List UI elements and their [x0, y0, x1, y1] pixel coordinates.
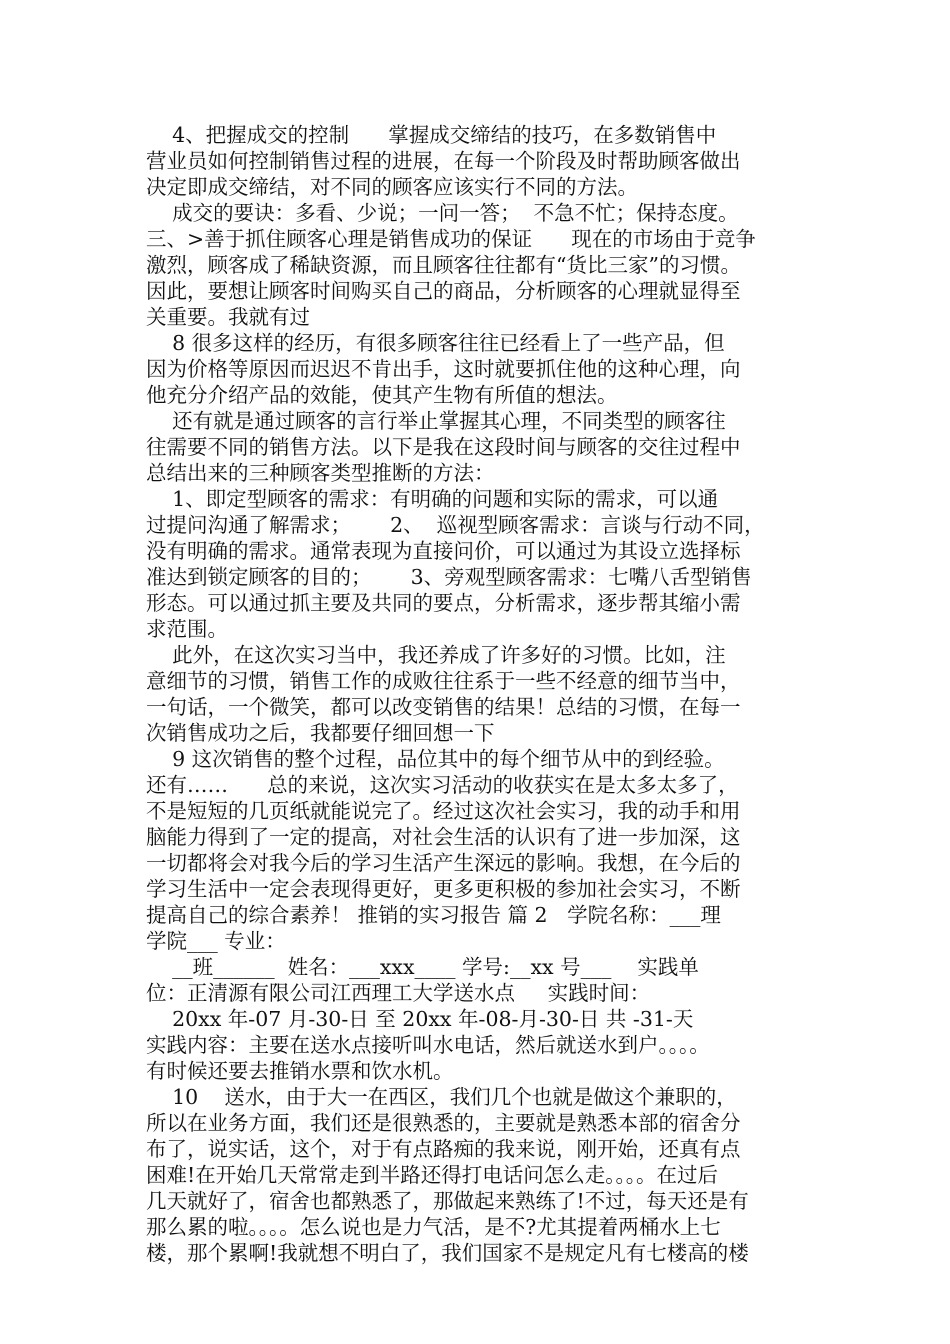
text-line: 激烈，顾客成了稀缺资源，而且顾客往往都有“货比三家”的习惯。 — [146, 253, 741, 277]
text-line: 10 送水，由于大一在西区，我们几个也就是做这个兼职的， — [146, 1085, 737, 1109]
text-line: 提高自己的综合素养！ 推销的实习报告 篇 2 学院名称：___理 — [146, 903, 721, 927]
text-line: 此外，在这次实习当中，我还养成了许多好的习惯。比如，注 — [146, 643, 726, 667]
text-line: 20xx 年-07 月-30-日 至 20xx 年-08-月-30-日 共 -31-天 — [146, 1007, 694, 1031]
text-line: 脑能力得到了一定的提高，对社会生活的认识有了进一步加深，这 — [146, 825, 741, 849]
text-line: 学习生活中一定会表现得更好，更多更积极的参加社会实习，不断 — [146, 877, 741, 901]
text-line: 有时候还要去推销水票和饮水机。 — [146, 1059, 454, 1083]
text-line: 他充分介绍产品的效能，使其产生物有所值的想法。 — [146, 383, 618, 407]
text-line: 没有明确的需求。通常表现为直接问价，可以通过为其设立选择标 — [146, 539, 741, 563]
text-line: 一句话，一个微笑，都可以改变销售的结果！总结的习惯，在每一 — [146, 695, 741, 719]
text-line: 营业员如何控制销售过程的进展，在每一个阶段及时帮助顾客做出 — [146, 149, 741, 173]
text-line: 楼，那个累啊!我就想不明白了，我们国家不是规定凡有七楼高的楼 — [146, 1241, 749, 1265]
text-line: 4、把握成交的控制 掌握成交缔结的技巧，在多数销售中 — [146, 123, 717, 147]
text-line: 8 很多这样的经历，有很多顾客往往已经看上了一些产品，但 — [146, 331, 725, 355]
text-line: 还有就是通过顾客的言行举止掌握其心理，不同类型的顾客往 — [146, 409, 726, 433]
body-text — [146, 122, 818, 1266]
text-line: 几天就好了，宿舍也都熟悉了，那做起来熟练了!不过，每天还是有 — [146, 1189, 749, 1213]
text-line: 还有…… 总的来说，这次实习活动的收获实在是太多太多了， — [146, 773, 739, 797]
text-line: 总结出来的三种顾客类型推断的方法： — [146, 461, 495, 485]
text-line: 形态。可以通过抓主要及共同的要点，分析需求，逐步帮其缩小需 — [146, 591, 741, 615]
text-line: 过提问沟通了解需求； 2、 巡视型顾客需求：言谈与行动不同， — [146, 513, 765, 537]
text-line: 位：正清源有限公司江西理工大学送水点 实践时间： — [146, 981, 651, 1005]
text-line: 9 这次销售的整个过程，品位其中的每个细节从中的到经验。 — [146, 747, 725, 771]
text-line: 往需要不同的销售方法。以下是我在这段时间与顾客的交往过程中 — [146, 435, 741, 459]
text-line: 布了，说实话，这个，对于有点路痴的我来说，刚开始，还真有点 — [146, 1137, 741, 1161]
text-line: 准达到锁定顾客的目的； 3、旁观型顾客需求：七嘴八舌型销售 — [146, 565, 752, 589]
text-line: 次销售成功之后，我都要仔细回想一下 — [146, 721, 495, 745]
text-line: 因为价格等原因而迟迟不肯出手，这时就要抓住他的这种心理，向 — [146, 357, 741, 381]
text-line: 关重要。我就有过 — [146, 305, 310, 329]
text-line: 成交的要诀：多看、少说；一问一答； 不急不忙；保持态度。 — [146, 201, 739, 225]
text-line: 1、即定型顾客的需求：有明确的问题和实际的需求，可以通 — [146, 487, 719, 511]
text-line: 学院___ 专业： — [146, 929, 286, 953]
text-line: 因此，要想让顾客时间购买自己的商品，分析顾客的心理就显得至 — [146, 279, 741, 303]
text-line: __班______ 姓名：___xxx____ 学号:__xx 号___ 实践单 — [146, 955, 699, 979]
text-line: 所以在业务方面，我们还是很熟悉的，主要就是熟悉本部的宿舍分 — [146, 1111, 741, 1135]
text-line: 意细节的习惯，销售工作的成败往往系于一些不经意的细节当中， — [146, 669, 741, 693]
text-line: 决定即成交缔结，对不同的顾客应该实行不同的方法。 — [146, 175, 638, 199]
text-line: 实践内容：主要在送水点接听叫水电话，然后就送水到户。。。。 — [146, 1033, 710, 1057]
text-line: 困难!在开始几天常常走到半路还得打电话问怎么走。。。。在过后 — [146, 1163, 718, 1187]
text-line: 那么累的啦。。。。怎么说也是力气活，是不?尤其提着两桶水上七 — [146, 1215, 721, 1239]
text-line: 不是短短的几页纸就能说完了。经过这次社会实习，我的动手和用 — [146, 799, 741, 823]
text-line: 一切都将会对我今后的学习生活产生深远的影响。我想，在今后的 — [146, 851, 741, 875]
text-line: 三、>善于抓住顾客心理是销售成功的保证 现在的市场由于竞争 — [146, 227, 756, 251]
text-line: 求范围。 — [146, 617, 228, 641]
